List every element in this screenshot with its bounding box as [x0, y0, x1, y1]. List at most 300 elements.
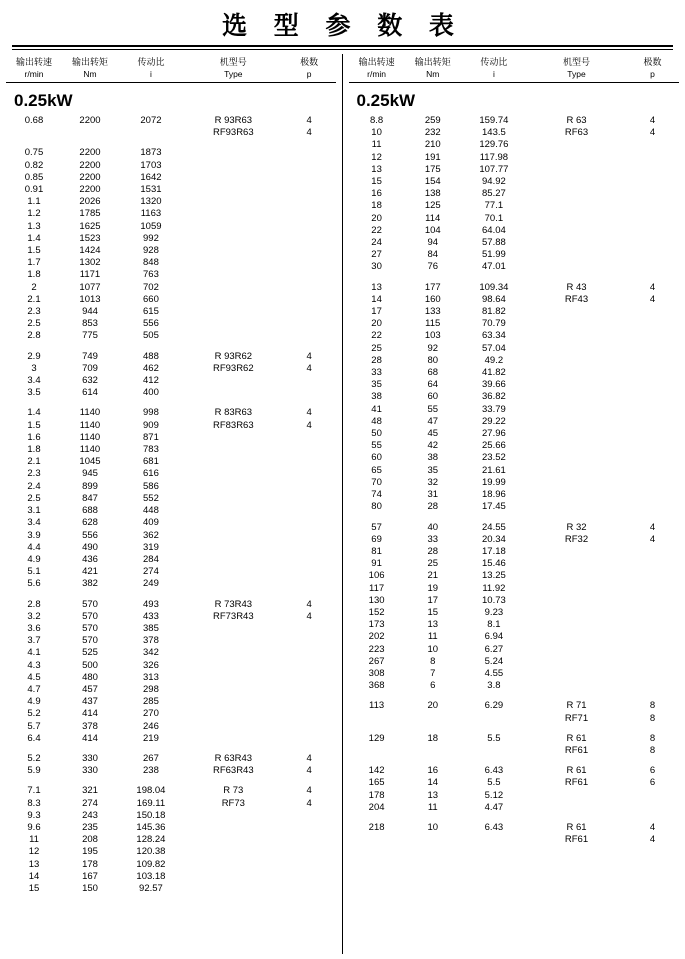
cell-output-torque: 500 — [82, 659, 98, 671]
table-row — [6, 822, 336, 834]
cell-ratio: 8.1 — [487, 619, 501, 631]
cell-output-speed: 5.6 — [27, 578, 41, 590]
cell-poles — [283, 245, 336, 257]
cell-output-speed: 70 — [371, 476, 382, 488]
table-row — [6, 269, 336, 281]
cell-ratio: 342 — [143, 647, 159, 659]
table-row — [6, 846, 336, 858]
table-row — [349, 367, 680, 379]
cell-type — [184, 387, 283, 399]
cell-output-torque: 42 — [427, 440, 439, 452]
cell-output-speed: 9.6 — [27, 821, 41, 833]
cell-output-torque: 76 — [427, 261, 439, 273]
cell-poles — [283, 221, 336, 233]
cell-ratio: 1703 — [140, 159, 162, 171]
table-row — [349, 733, 680, 745]
cell-poles — [626, 225, 679, 237]
cell-poles: 4 — [649, 115, 656, 126]
cell-type: RF93R62 — [212, 362, 254, 374]
title-rule-thin — [12, 49, 673, 50]
cell-ratio — [461, 713, 527, 725]
cell-poles: 4 — [306, 765, 312, 777]
cell-type: R 63R43 — [214, 752, 253, 764]
table-body-left — [6, 115, 336, 895]
cell-ratio: 238 — [143, 765, 159, 777]
cell-output-speed: 14 — [28, 870, 40, 882]
cell-type — [184, 172, 283, 184]
cell-output-torque: 138 — [424, 188, 441, 200]
cell-output-torque: 133 — [424, 306, 441, 318]
cell-ratio: 385 — [143, 622, 159, 634]
cell-poles — [283, 647, 336, 659]
table-row — [6, 733, 336, 745]
cell-output-torque: 8 — [430, 655, 436, 667]
cell-type: R 73 — [223, 785, 244, 797]
cell-output-speed: 6.4 — [27, 732, 41, 744]
cell-poles — [626, 306, 679, 318]
cell-type — [184, 481, 283, 493]
cell-ratio: 27.96 — [482, 428, 506, 440]
cell-poles: 4 — [306, 610, 312, 622]
cell-ratio: 15.46 — [482, 558, 506, 570]
table-row — [6, 282, 336, 294]
table-row — [6, 647, 336, 659]
cell-output-speed: 5.2 — [27, 752, 41, 764]
cell-output-torque — [405, 745, 461, 757]
cell-output-speed: 267 — [368, 655, 385, 667]
cell-output-speed: 50 — [371, 428, 382, 440]
cell-type — [184, 221, 283, 233]
cell-poles — [626, 200, 679, 212]
cell-type — [527, 631, 626, 643]
cell-output-torque: 2200 — [79, 115, 101, 126]
cell-ratio: 9.23 — [484, 606, 504, 618]
cell-output-torque: 480 — [82, 671, 98, 683]
cell-poles: 4 — [306, 797, 312, 809]
cell-output-speed: 0.68 — [24, 115, 44, 126]
cell-poles — [626, 261, 679, 273]
cell-poles — [283, 294, 336, 306]
cell-output-torque: 570 — [82, 635, 98, 647]
cell-output-torque: 32 — [427, 476, 439, 488]
cell-output-torque: 321 — [82, 785, 98, 797]
cell-output-torque: 35 — [427, 464, 439, 476]
cell-poles: 4 — [649, 293, 656, 305]
cell-ratio: 871 — [143, 431, 159, 443]
cell-poles — [626, 583, 679, 595]
cell-poles: 4 — [649, 521, 656, 533]
cell-output-speed: 30 — [371, 261, 382, 273]
cell-output-torque: 18 — [427, 732, 439, 744]
cell-output-torque: 570 — [82, 610, 98, 622]
cell-poles — [626, 607, 679, 619]
cell-ratio: 63.34 — [482, 330, 506, 342]
cell-type: R 93R63 — [214, 115, 253, 126]
cell-output-speed: 2.3 — [27, 306, 41, 318]
cell-type — [184, 505, 283, 517]
cell-output-torque: 31 — [427, 489, 439, 501]
table-row — [6, 785, 336, 797]
cell-ratio: 11.92 — [482, 582, 506, 594]
table-row — [6, 883, 336, 895]
header-poles: 极数 p — [643, 58, 662, 79]
cell-ratio: 1873 — [140, 147, 162, 159]
table-row — [6, 257, 336, 269]
cell-ratio: 763 — [143, 269, 159, 281]
table-row — [349, 680, 680, 692]
cell-type — [527, 583, 626, 595]
table-row — [349, 558, 680, 570]
cell-output-torque: 243 — [82, 809, 98, 821]
cell-poles — [283, 672, 336, 684]
cell-output-torque: 178 — [82, 858, 98, 870]
cell-poles: 4 — [649, 834, 656, 846]
cell-output-torque: 33 — [427, 533, 439, 545]
table-row — [349, 164, 680, 176]
cell-poles — [626, 152, 679, 164]
cell-output-speed: 4.9 — [27, 696, 41, 708]
cell-type — [184, 846, 283, 858]
cell-output-speed: 173 — [368, 619, 385, 631]
cell-output-torque — [62, 127, 118, 139]
cell-type: RF63R43 — [212, 765, 254, 777]
cell-type — [184, 375, 283, 387]
cell-ratio: 267 — [143, 752, 159, 764]
cell-output-torque: 21 — [427, 570, 439, 582]
cell-poles — [626, 631, 679, 643]
cell-poles: 4 — [649, 533, 656, 545]
cell-output-torque: 1785 — [79, 208, 101, 220]
table-row — [6, 530, 336, 542]
table-row — [349, 546, 680, 558]
cell-type — [527, 802, 626, 814]
cell-poles: 4 — [649, 281, 656, 293]
table-row — [349, 619, 680, 631]
cell-ratio: 998 — [143, 407, 159, 419]
header-output-speed: 输出转速 r/min — [358, 58, 395, 79]
table-row — [349, 465, 680, 477]
cell-poles — [626, 790, 679, 802]
cell-output-torque: 525 — [82, 647, 98, 659]
cell-ratio: 17.18 — [482, 545, 506, 557]
cell-poles — [283, 542, 336, 554]
cell-output-torque: 177 — [424, 281, 441, 293]
cell-output-torque: 64 — [427, 379, 439, 391]
table-row — [349, 306, 680, 318]
cell-output-torque: 259 — [424, 115, 441, 126]
cell-poles — [283, 822, 336, 834]
cell-poles — [283, 208, 336, 220]
cell-output-torque: 749 — [82, 350, 98, 362]
table-row — [349, 440, 680, 452]
table-row — [6, 517, 336, 529]
cell-poles: 6 — [649, 765, 656, 777]
cell-ratio: 681 — [143, 456, 159, 468]
cell-output-torque: 232 — [424, 127, 441, 139]
cell-type — [184, 810, 283, 822]
cell-output-torque: 330 — [82, 752, 98, 764]
table-row — [349, 355, 680, 367]
cell-output-torque: 15 — [427, 606, 439, 618]
cell-output-speed: 13 — [371, 163, 382, 175]
cell-output-speed: 1.4 — [27, 407, 41, 419]
cell-ratio: 1642 — [140, 171, 162, 183]
cell-ratio: 143.5 — [482, 127, 506, 139]
header-output-torque: 输出转矩 Nm — [414, 58, 451, 79]
cell-type — [184, 635, 283, 647]
cell-output-torque: 437 — [82, 696, 98, 708]
table-row — [6, 387, 336, 399]
cell-ratio: 270 — [143, 708, 159, 720]
cell-poles — [283, 566, 336, 578]
header-ratio: 传动比 i — [480, 58, 508, 79]
cell-output-speed: 4.7 — [27, 683, 41, 695]
cell-poles — [283, 684, 336, 696]
cell-ratio: 1320 — [140, 196, 162, 208]
cell-poles — [283, 330, 336, 342]
cell-poles — [626, 595, 679, 607]
cell-ratio: 6.94 — [484, 631, 504, 643]
cell-output-speed: 3.4 — [27, 375, 41, 387]
table-row — [349, 152, 680, 164]
cell-poles — [283, 375, 336, 387]
cell-ratio: 19.99 — [482, 476, 506, 488]
cell-ratio: 615 — [143, 306, 159, 318]
table-row — [6, 859, 336, 871]
cell-ratio: 6.43 — [484, 765, 504, 777]
cell-ratio: 783 — [143, 444, 159, 456]
cell-type — [184, 257, 283, 269]
cell-output-speed: 3.9 — [27, 529, 41, 541]
cell-poles — [283, 554, 336, 566]
column-header-left — [6, 54, 336, 82]
table-row — [349, 501, 680, 513]
cell-ratio: 400 — [143, 387, 159, 399]
cell-ratio: 21.61 — [482, 464, 506, 476]
cell-output-torque: 150 — [82, 882, 98, 894]
cell-poles — [283, 147, 336, 159]
cell-poles — [283, 172, 336, 184]
cell-output-torque: 115 — [425, 318, 441, 330]
table-row — [6, 306, 336, 318]
cell-output-speed: 1.7 — [27, 257, 41, 269]
cell-output-speed: 165 — [368, 777, 385, 789]
cell-output-torque: 2200 — [79, 171, 101, 183]
cell-output-torque: 208 — [82, 834, 98, 846]
cell-type — [184, 530, 283, 542]
cell-output-speed: 4.4 — [27, 541, 41, 553]
cell-poles — [283, 432, 336, 444]
cell-output-speed: 202 — [368, 631, 385, 643]
cell-poles — [626, 428, 679, 440]
cell-output-speed: 13 — [28, 858, 40, 870]
cell-output-torque: 114 — [425, 212, 441, 224]
cell-ratio: 128.24 — [136, 834, 166, 846]
cell-output-speed: 1.4 — [27, 232, 41, 244]
cell-output-torque: 10 — [427, 643, 439, 655]
cell-output-torque: 210 — [424, 139, 441, 151]
cell-poles — [626, 330, 679, 342]
cell-ratio: 409 — [143, 517, 159, 529]
table-row — [349, 713, 680, 725]
cell-type — [527, 595, 626, 607]
cell-poles — [283, 721, 336, 733]
cell-poles — [626, 668, 679, 680]
table-row — [349, 237, 680, 249]
cell-type — [184, 822, 283, 834]
cell-ratio: 24.55 — [482, 521, 506, 533]
cell-type — [184, 306, 283, 318]
cell-ratio: 1531 — [140, 184, 162, 196]
cell-output-speed: 14 — [371, 293, 382, 305]
cell-poles — [626, 477, 679, 489]
table-row — [349, 249, 680, 261]
cell-poles — [283, 635, 336, 647]
table-row — [349, 200, 680, 212]
cell-poles — [283, 530, 336, 542]
cell-output-speed: 4.1 — [27, 647, 41, 659]
cell-ratio: 18.96 — [482, 489, 506, 501]
cell-output-speed: 65 — [371, 464, 382, 476]
cell-output-torque: 1077 — [79, 281, 101, 293]
cell-output-speed: 2.5 — [27, 492, 41, 504]
cell-ratio: 4.47 — [484, 801, 504, 813]
cell-output-torque: 104 — [424, 224, 441, 236]
cell-ratio: 25.66 — [482, 440, 506, 452]
table-row — [349, 225, 680, 237]
table-row — [6, 684, 336, 696]
table-row — [349, 583, 680, 595]
cell-type: RF43 — [564, 293, 589, 305]
cell-ratio: 13.25 — [482, 570, 506, 582]
cell-ratio: 246 — [143, 720, 159, 732]
cell-ratio: 992 — [143, 232, 159, 244]
table-row — [6, 493, 336, 505]
cell-ratio — [461, 745, 527, 757]
cell-output-torque: 13 — [427, 619, 439, 631]
cell-ratio: 362 — [143, 529, 159, 541]
header-type: 机型号 Type — [219, 58, 247, 79]
cell-type — [184, 318, 283, 330]
cell-ratio — [118, 127, 184, 139]
cell-ratio: 448 — [143, 505, 159, 517]
cell-output-torque: 160 — [424, 293, 441, 305]
cell-type — [527, 607, 626, 619]
cell-poles — [283, 834, 336, 846]
cell-ratio: 909 — [143, 419, 159, 431]
cell-output-speed: 2.1 — [27, 293, 41, 305]
cell-type — [184, 859, 283, 871]
table-row — [6, 351, 336, 363]
cell-type — [527, 249, 626, 261]
cell-ratio: 6.43 — [484, 821, 504, 833]
cell-output-torque: 6 — [430, 680, 436, 692]
table-row — [349, 745, 680, 757]
cell-output-torque: 1625 — [79, 220, 101, 232]
cell-poles — [626, 619, 679, 631]
cell-type — [184, 566, 283, 578]
cell-output-speed: 2.8 — [27, 330, 41, 342]
cell-poles — [283, 708, 336, 720]
cell-output-torque: 92 — [427, 342, 439, 354]
table-row — [6, 456, 336, 468]
table-row — [349, 668, 680, 680]
cell-output-speed: 129 — [368, 732, 385, 744]
cell-output-torque: 45 — [427, 428, 439, 440]
cell-ratio: 6.29 — [484, 700, 504, 712]
cell-poles — [283, 493, 336, 505]
cell-poles — [283, 696, 336, 708]
cell-output-speed: 20 — [371, 318, 382, 330]
cell-type — [527, 200, 626, 212]
cell-poles — [626, 404, 679, 416]
cell-ratio: 505 — [143, 330, 159, 342]
cell-ratio: 107.77 — [479, 163, 509, 175]
cell-ratio — [461, 834, 527, 846]
cell-type: RF32 — [564, 533, 589, 545]
column-header-right — [349, 54, 680, 82]
table-row — [349, 802, 680, 814]
cell-output-speed: 1.6 — [27, 431, 41, 443]
cell-type — [184, 196, 283, 208]
cell-ratio: 159.74 — [479, 115, 509, 126]
cell-poles — [283, 269, 336, 281]
cell-output-torque: 154 — [424, 176, 441, 188]
cell-type: RF63 — [564, 127, 589, 139]
cell-type — [184, 432, 283, 444]
cell-poles: 4 — [306, 407, 312, 419]
table-row — [349, 452, 680, 464]
cell-output-speed: 22 — [371, 224, 382, 236]
cell-type: R 63 — [566, 115, 587, 126]
cell-poles — [283, 846, 336, 858]
cell-poles — [283, 468, 336, 480]
table-row — [6, 871, 336, 883]
cell-output-torque: 2200 — [79, 147, 101, 159]
cell-type — [184, 684, 283, 696]
cell-type — [527, 355, 626, 367]
cell-poles — [626, 501, 679, 513]
table-row — [349, 416, 680, 428]
cell-poles: 8 — [649, 700, 656, 712]
cell-output-torque: 330 — [82, 765, 98, 777]
cell-ratio: 103.18 — [136, 870, 166, 882]
cell-output-torque: 1140 — [79, 431, 101, 443]
cell-type: R 83R63 — [214, 407, 253, 419]
cell-output-torque: 175 — [424, 163, 441, 175]
cell-ratio: 10.73 — [482, 594, 506, 606]
cell-ratio: 5.12 — [484, 789, 504, 801]
cell-output-torque: 191 — [424, 151, 441, 163]
cell-output-speed: 5.7 — [27, 720, 41, 732]
cell-output-speed: 24 — [371, 237, 382, 249]
cell-output-torque: 570 — [82, 622, 98, 634]
table-row — [6, 318, 336, 330]
cell-output-torque: 853 — [82, 318, 98, 330]
table-row — [6, 294, 336, 306]
cell-ratio: 198.04 — [136, 785, 166, 797]
cell-output-torque: 1523 — [79, 232, 101, 244]
cell-output-speed: 2.3 — [27, 468, 41, 480]
cell-type — [527, 619, 626, 631]
cell-ratio: 5.24 — [484, 655, 504, 667]
cell-output-torque: 632 — [82, 375, 98, 387]
cell-ratio: 488 — [143, 350, 159, 362]
cell-poles — [626, 318, 679, 330]
header-output-speed: 输出转速 r/min — [15, 58, 52, 79]
cell-output-speed: 178 — [368, 789, 385, 801]
cell-output-speed: 0.85 — [24, 171, 44, 183]
